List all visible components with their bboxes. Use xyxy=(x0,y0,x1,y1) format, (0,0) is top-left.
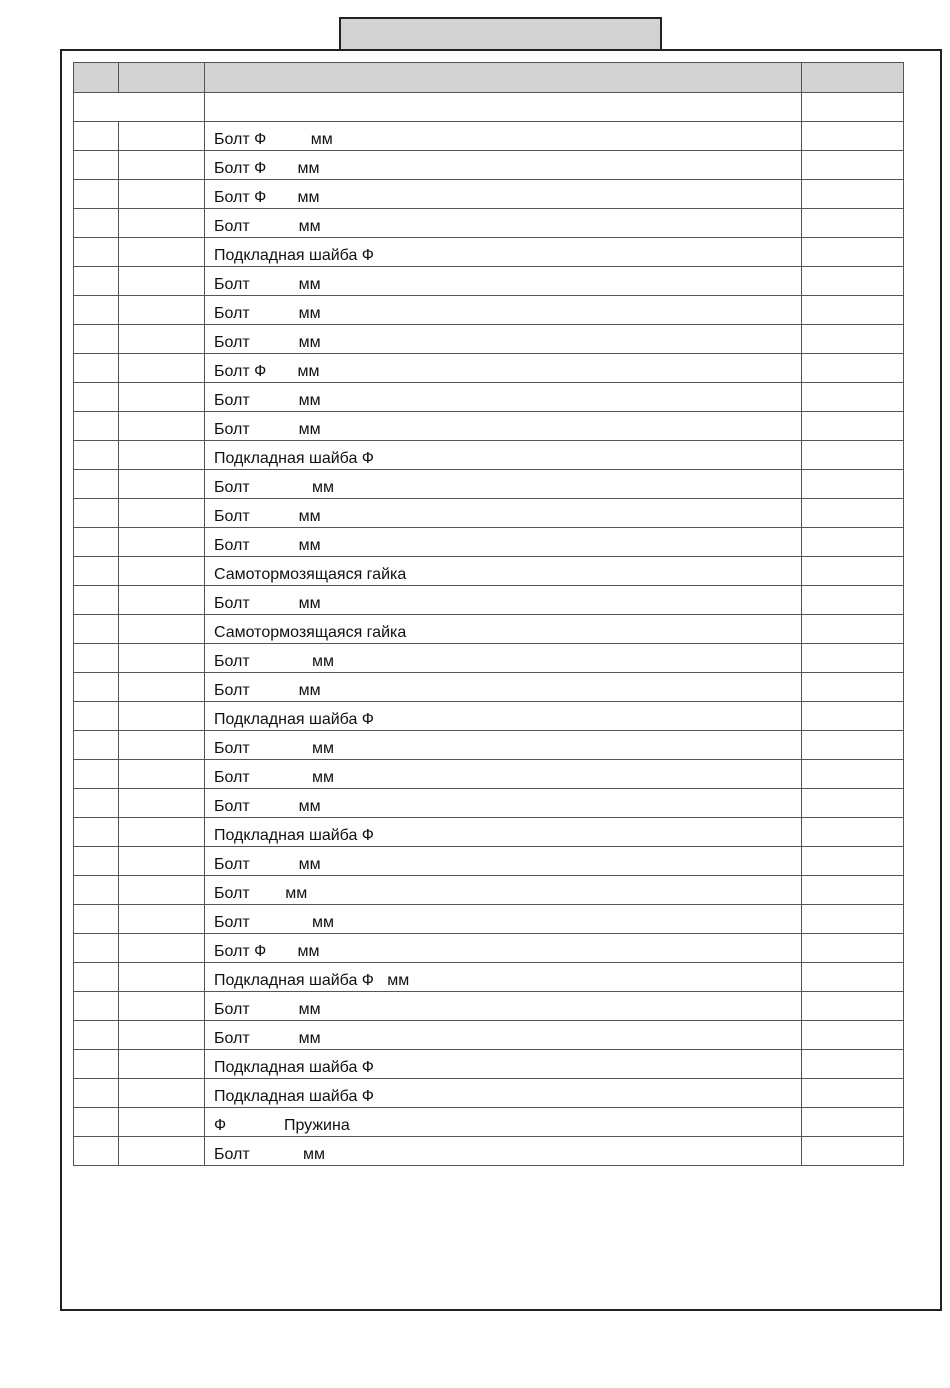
row-description-cell: Болт мм xyxy=(205,499,802,528)
row-part-no-cell xyxy=(119,180,205,209)
group-cell xyxy=(74,93,205,122)
row-quantity-cell xyxy=(802,470,904,499)
row-description-cell: Болт Ф мм xyxy=(205,180,802,209)
row-part-no-cell xyxy=(119,731,205,760)
table-row xyxy=(74,151,904,180)
row-part-no-cell xyxy=(119,760,205,789)
row-number-cell xyxy=(74,644,119,673)
table-row xyxy=(74,760,904,789)
row-quantity-cell xyxy=(802,209,904,238)
table-row xyxy=(74,499,904,528)
row-quantity-cell xyxy=(802,876,904,905)
table-row xyxy=(74,934,904,963)
row-quantity-cell xyxy=(802,151,904,180)
row-number-cell xyxy=(74,673,119,702)
table-row xyxy=(74,209,904,238)
row-description-cell: Болт Ф мм xyxy=(205,934,802,963)
row-number-cell xyxy=(74,296,119,325)
row-part-no-cell xyxy=(119,992,205,1021)
row-description-cell: Подкладная шайба Ф xyxy=(205,1079,802,1108)
row-number-cell xyxy=(74,1079,119,1108)
row-part-no-cell xyxy=(119,383,205,412)
row-number-cell xyxy=(74,325,119,354)
row-number-cell xyxy=(74,528,119,557)
row-part-no-cell xyxy=(119,354,205,383)
row-part-no-cell xyxy=(119,1137,205,1166)
table-row xyxy=(74,644,904,673)
row-number-cell xyxy=(74,847,119,876)
row-part-no-cell xyxy=(119,934,205,963)
row-description-cell: Болт мм xyxy=(205,267,802,296)
row-description-cell: Болт мм xyxy=(205,470,802,499)
row-number-cell xyxy=(74,818,119,847)
row-quantity-cell xyxy=(802,731,904,760)
row-quantity-cell xyxy=(802,1079,904,1108)
row-quantity-cell xyxy=(802,992,904,1021)
table-row xyxy=(74,673,904,702)
row-number-cell xyxy=(74,586,119,615)
row-description-cell: Болт мм xyxy=(205,209,802,238)
row-description-cell: Болт мм xyxy=(205,876,802,905)
row-number-cell xyxy=(74,499,119,528)
table-header-row xyxy=(74,63,904,93)
table-row xyxy=(74,905,904,934)
row-quantity-cell xyxy=(802,122,904,151)
table-row xyxy=(74,586,904,615)
row-description-cell: Болт мм xyxy=(205,992,802,1021)
row-number-cell xyxy=(74,1021,119,1050)
row-part-no-cell xyxy=(119,963,205,992)
row-quantity-cell xyxy=(802,412,904,441)
row-part-no-cell xyxy=(119,499,205,528)
row-description-cell: Болт мм xyxy=(205,731,802,760)
row-description-cell: Болт Ф мм xyxy=(205,151,802,180)
row-description-cell: Болт мм xyxy=(205,1021,802,1050)
row-quantity-cell xyxy=(802,905,904,934)
row-number-cell xyxy=(74,209,119,238)
row-number-cell xyxy=(74,992,119,1021)
table-row xyxy=(74,354,904,383)
table-row xyxy=(74,557,904,586)
row-quantity-cell xyxy=(802,528,904,557)
table-row xyxy=(74,383,904,412)
row-quantity-cell xyxy=(802,1137,904,1166)
table-row xyxy=(74,615,904,644)
row-quantity-cell xyxy=(802,615,904,644)
row-quantity-cell xyxy=(802,934,904,963)
row-quantity-cell xyxy=(802,1108,904,1137)
row-part-no-cell xyxy=(119,238,205,267)
row-part-no-cell xyxy=(119,818,205,847)
row-number-cell xyxy=(74,557,119,586)
row-part-no-cell xyxy=(119,1021,205,1050)
row-description-cell: Болт мм xyxy=(205,528,802,557)
table-row xyxy=(74,818,904,847)
row-part-no-cell xyxy=(119,673,205,702)
row-number-cell xyxy=(74,383,119,412)
row-part-no-cell xyxy=(119,470,205,499)
row-number-cell xyxy=(74,151,119,180)
row-quantity-cell xyxy=(802,673,904,702)
row-part-no-cell xyxy=(119,615,205,644)
row-part-no-cell xyxy=(119,325,205,354)
table-row xyxy=(74,1137,904,1166)
table-row xyxy=(74,441,904,470)
row-description-cell: Болт Ф мм xyxy=(205,122,802,151)
row-quantity-cell xyxy=(802,963,904,992)
row-description-cell: Подкладная шайба Ф xyxy=(205,1050,802,1079)
row-part-no-cell xyxy=(119,1108,205,1137)
row-description-cell: Болт мм xyxy=(205,644,802,673)
row-number-cell xyxy=(74,789,119,818)
row-description-cell: Болт мм xyxy=(205,789,802,818)
row-part-no-cell xyxy=(119,412,205,441)
row-quantity-cell xyxy=(802,238,904,267)
row-part-no-cell xyxy=(119,528,205,557)
row-description-cell: Болт мм xyxy=(205,905,802,934)
row-part-no-cell xyxy=(119,1050,205,1079)
row-number-cell xyxy=(74,354,119,383)
row-description-cell: Болт мм xyxy=(205,847,802,876)
header-cell-part-no xyxy=(119,63,205,93)
row-quantity-cell xyxy=(802,441,904,470)
group-row xyxy=(74,93,904,122)
row-quantity-cell xyxy=(802,325,904,354)
row-part-no-cell xyxy=(119,441,205,470)
table-row xyxy=(74,238,904,267)
title-tab xyxy=(339,17,662,50)
row-number-cell xyxy=(74,470,119,499)
row-part-no-cell xyxy=(119,905,205,934)
row-number-cell xyxy=(74,702,119,731)
row-part-no-cell xyxy=(119,296,205,325)
table-row xyxy=(74,180,904,209)
row-number-cell xyxy=(74,122,119,151)
table-row xyxy=(74,1021,904,1050)
table-row xyxy=(74,267,904,296)
row-number-cell xyxy=(74,180,119,209)
parts-table xyxy=(73,62,904,1166)
row-quantity-cell xyxy=(802,267,904,296)
row-description-cell: Самотормозящаяся гайка xyxy=(205,615,802,644)
table-row xyxy=(74,876,904,905)
table-row xyxy=(74,528,904,557)
row-quantity-cell xyxy=(802,354,904,383)
row-part-no-cell xyxy=(119,209,205,238)
row-part-no-cell xyxy=(119,847,205,876)
row-part-no-cell xyxy=(119,151,205,180)
table-row xyxy=(74,1108,904,1137)
row-part-no-cell xyxy=(119,586,205,615)
row-part-no-cell xyxy=(119,789,205,818)
row-description-cell: Подкладная шайба Ф xyxy=(205,818,802,847)
row-part-no-cell xyxy=(119,876,205,905)
table-row xyxy=(74,847,904,876)
group-quantity-cell xyxy=(802,93,904,122)
table-row xyxy=(74,1079,904,1108)
row-quantity-cell xyxy=(802,818,904,847)
row-number-cell xyxy=(74,963,119,992)
table-row xyxy=(74,789,904,818)
row-quantity-cell xyxy=(802,789,904,818)
row-description-cell: Самотормозящаяся гайка xyxy=(205,557,802,586)
row-description-cell: Подкладная шайба Ф xyxy=(205,238,802,267)
row-number-cell xyxy=(74,615,119,644)
table-row xyxy=(74,122,904,151)
row-number-cell xyxy=(74,905,119,934)
row-number-cell xyxy=(74,238,119,267)
row-part-no-cell xyxy=(119,122,205,151)
table-row xyxy=(74,470,904,499)
row-quantity-cell xyxy=(802,296,904,325)
row-description-cell: Болт мм xyxy=(205,760,802,789)
row-quantity-cell xyxy=(802,1021,904,1050)
row-number-cell xyxy=(74,760,119,789)
row-description-cell: Болт Ф мм xyxy=(205,354,802,383)
row-part-no-cell xyxy=(119,702,205,731)
row-quantity-cell xyxy=(802,644,904,673)
row-description-cell: Болт мм xyxy=(205,383,802,412)
header-cell-number xyxy=(74,63,119,93)
row-quantity-cell xyxy=(802,847,904,876)
row-part-no-cell xyxy=(119,644,205,673)
row-description-cell: Болт мм xyxy=(205,1137,802,1166)
table-row xyxy=(74,702,904,731)
table-row xyxy=(74,963,904,992)
row-number-cell xyxy=(74,1137,119,1166)
group-description-cell xyxy=(205,93,802,122)
row-description-cell: Подкладная шайба Ф мм xyxy=(205,963,802,992)
table-row xyxy=(74,296,904,325)
row-number-cell xyxy=(74,267,119,296)
row-number-cell xyxy=(74,876,119,905)
row-quantity-cell xyxy=(802,1050,904,1079)
row-quantity-cell xyxy=(802,499,904,528)
row-description-cell: Ф Пружина xyxy=(205,1108,802,1137)
row-number-cell xyxy=(74,412,119,441)
table-row xyxy=(74,992,904,1021)
row-description-cell: Подкладная шайба Ф xyxy=(205,702,802,731)
row-number-cell xyxy=(74,1050,119,1079)
row-quantity-cell xyxy=(802,702,904,731)
row-description-cell: Болт мм xyxy=(205,586,802,615)
row-description-cell: Болт мм xyxy=(205,412,802,441)
row-quantity-cell xyxy=(802,760,904,789)
row-quantity-cell xyxy=(802,383,904,412)
row-quantity-cell xyxy=(802,557,904,586)
row-number-cell xyxy=(74,731,119,760)
table-row xyxy=(74,325,904,354)
row-description-cell: Болт мм xyxy=(205,296,802,325)
row-quantity-cell xyxy=(802,586,904,615)
row-description-cell: Болт мм xyxy=(205,325,802,354)
table-row xyxy=(74,731,904,760)
row-description-cell: Подкладная шайба Ф xyxy=(205,441,802,470)
row-number-cell xyxy=(74,934,119,963)
row-part-no-cell xyxy=(119,267,205,296)
row-part-no-cell xyxy=(119,1079,205,1108)
row-quantity-cell xyxy=(802,180,904,209)
header-cell-quantity xyxy=(802,63,904,93)
row-part-no-cell xyxy=(119,557,205,586)
row-number-cell xyxy=(74,1108,119,1137)
table-row xyxy=(74,412,904,441)
table-row xyxy=(74,1050,904,1079)
header-cell-description xyxy=(205,63,802,93)
row-description-cell: Болт мм xyxy=(205,673,802,702)
row-number-cell xyxy=(74,441,119,470)
